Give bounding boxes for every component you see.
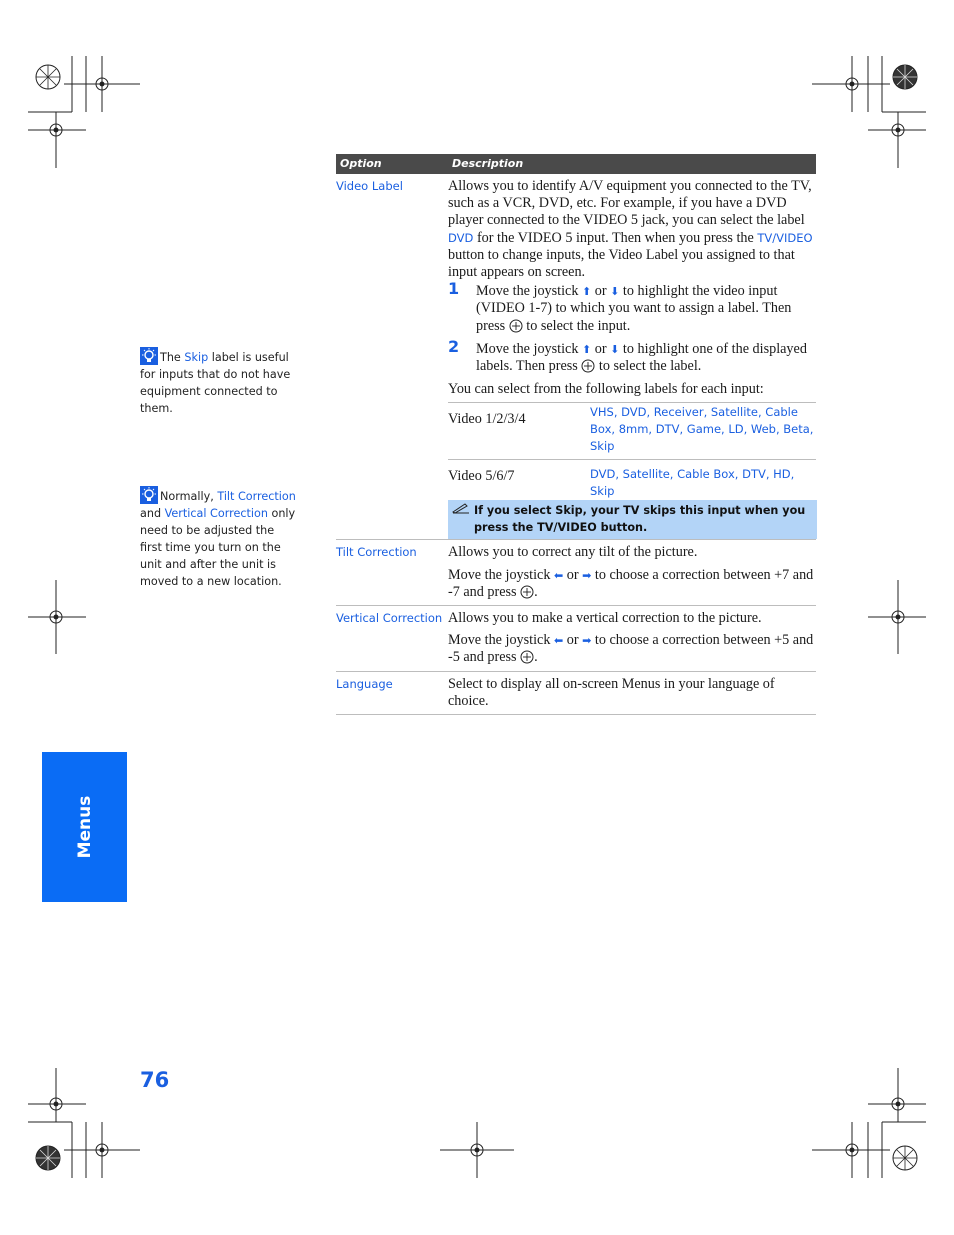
row-tilt-correction: [336, 540, 816, 606]
tip-bulb-icon: [140, 486, 158, 504]
row-video-label: [336, 174, 816, 540]
arrow-right-icon: ➡: [582, 634, 592, 648]
step-1: [448, 279, 816, 335]
section-tab-label: Menus: [74, 795, 95, 859]
tilt-move-end: .: [534, 583, 538, 600]
tip2-and: and: [140, 507, 162, 520]
step-1-number: 1: [448, 279, 460, 299]
table-header: [336, 154, 816, 174]
step-2-or: or: [594, 340, 607, 357]
step-2-number: 2: [448, 336, 460, 356]
tip2-text-b: only need to be adjusted the first time you turn on the unit and after the unit is moved to a new location.: [140, 507, 296, 588]
step-1-text-b: to highlight the video input (VIDEO 1-7) to which you want to assign a label. Then press: [476, 283, 792, 334]
arrow-left-icon: ⬅: [554, 568, 564, 582]
desc-vertical-correction: [448, 606, 816, 671]
step-2-text-c: to select the label.: [598, 358, 702, 375]
step-2-text-b: to highlight one of the displayed labels. Then press: [476, 340, 807, 375]
tip2-text-a: Normally,: [160, 490, 214, 503]
tilt-move-or: or: [566, 566, 579, 583]
step-2-text-a: Move the joystick: [476, 340, 579, 357]
video-label-intro-1: Allows you to identify A/V equipment you connected to the TV, such as a VCR, DVD, etc. For example, if you have a DVD player connected to the VIDEO 5 jack, you can select the label: [448, 178, 812, 229]
arrow-down-icon: ⬇: [610, 342, 620, 356]
option-video-label[interactable]: Video Label: [336, 179, 403, 193]
dvd-label: DVD: [448, 230, 474, 245]
label-group-2: [448, 459, 816, 500]
arrow-up-icon: ⬆: [582, 285, 592, 299]
page-number: 76: [140, 1068, 170, 1092]
option-tilt-correction[interactable]: Tilt Correction: [336, 545, 417, 560]
option-language[interactable]: Language: [336, 676, 393, 691]
labels-intro: You can select from the following labels for each input:: [448, 381, 764, 398]
video-label-intro-3: button to change inputs, the Video Label you assigned to that input appears on screen.: [448, 246, 795, 281]
tv-video-label: TV/VIDEO: [757, 230, 813, 245]
tip-bulb-icon: [140, 347, 158, 365]
tilt-move-b: to choose a correction between +7 and -7 and press: [448, 566, 814, 600]
tip1-skip-link: Skip: [184, 351, 209, 364]
pencil-note-icon: [452, 502, 470, 514]
tip2-tilt-link: Tilt Correction: [217, 490, 296, 503]
tip-correction: [140, 486, 296, 590]
arrow-right-icon: ➡: [582, 568, 592, 582]
label-group-1-name: Video 1/2/3/4: [448, 411, 526, 428]
header-option: Option: [340, 157, 382, 170]
vertical-move-b: to choose a correction between +5 and -5 and press: [448, 632, 814, 666]
label-group-2-labels: DVD, Satellite, Cable Box, DTV, HD, Skip: [590, 467, 795, 499]
desc-tilt-correction: [448, 540, 816, 605]
video-label-intro-2: for the VIDEO 5 input. Then when you press the: [476, 229, 754, 246]
tilt-desc: Allows you to correct any tilt of the picture.: [448, 544, 698, 561]
options-table: [336, 154, 816, 715]
desc-language: [448, 672, 816, 714]
row-language: [336, 672, 816, 715]
header-description: Description: [452, 157, 524, 170]
vertical-desc: Allows you to make a vertical correction to the picture.: [448, 610, 762, 627]
desc-video-label: [448, 174, 816, 539]
label-group-2-name: Video 5/6/7: [448, 468, 515, 485]
row-vertical-correction: [336, 606, 816, 672]
tip2-vertical-link: Vertical Correction: [164, 507, 268, 520]
tip1-text-b: label is useful for inputs that do not have equipment connected to them.: [140, 351, 291, 415]
language-desc: Select to display all on-screen Menus in your language of choice.: [448, 675, 775, 709]
vertical-move-or: or: [566, 632, 579, 649]
arrow-down-icon: ⬇: [610, 285, 620, 299]
joystick-press-icon: [520, 585, 534, 599]
step-1-text-c: to select the input.: [526, 317, 631, 334]
tip1-text-a: The: [160, 351, 181, 364]
joystick-press-icon: [520, 650, 534, 664]
arrow-left-icon: ⬅: [554, 634, 564, 648]
tilt-move-a: Move the joystick: [448, 566, 551, 583]
label-group-1-labels: VHS, DVD, Receiver, Satellite, Cable Box, 8mm, DTV, Game, LD, Web, Beta, Skip: [590, 405, 814, 454]
skip-note: [448, 500, 817, 539]
arrow-up-icon: ⬆: [582, 342, 592, 356]
vertical-move-a: Move the joystick: [448, 632, 551, 649]
step-2: [448, 336, 816, 375]
section-tab-menus: [42, 752, 127, 902]
label-group-1: [448, 402, 816, 459]
step-1-or: or: [594, 283, 607, 300]
option-vertical-correction[interactable]: Vertical Correction: [336, 611, 443, 626]
skip-note-text: If you select Skip, your TV skips this input when you press the TV/VIDEO button.: [474, 504, 806, 535]
joystick-press-icon: [581, 359, 595, 373]
step-1-text-a: Move the joystick: [476, 283, 579, 300]
vertical-move-end: .: [534, 649, 538, 666]
joystick-press-icon: [509, 319, 523, 333]
tip-skip-label: [140, 347, 296, 417]
